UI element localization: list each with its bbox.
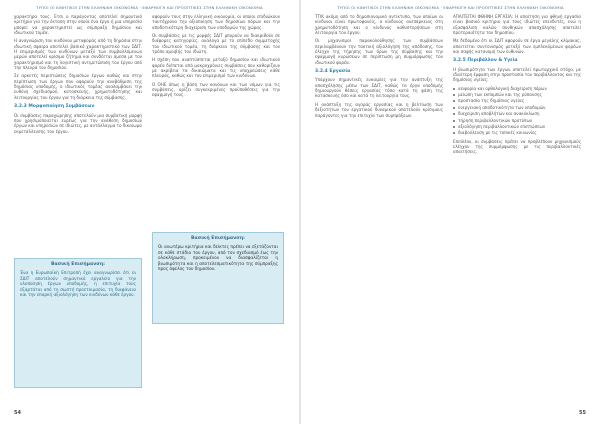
section-heading: 3.2.3 Μορφοποίηση Συμβάσεων [14,104,95,110]
list-item: τήρηση περιβαλλοντικών προτύπων [453,118,581,123]
paragraph: Οι συμβάσεις παραχώρησης αποτελούν μια συμβατική μορφή που χρησιμοποιείται ευρέως για την ανάθεση δημοσίων έργων και υπηρεσιών σε ιδιώτες, με αντάλλαγμα το δικαίωμα εκμετάλλευσης του έργου. [14,112,142,134]
paragraph: Η αναγνώριση του κινδύνου μεταφοράς από τη δημόσια στην ιδιωτική σφαίρα αποτελεί βασικό χαρακτηριστικό των ΣΔΙΤ. Η επιμερισμός των κινδύνων μεταξύ των συμβαλλόμενων μερών αποτελεί κρίσιμο ζήτημα και συνδέεται άμεσα με τον χαρακτηρισμό και τη λογιστική αντιμετώπιση του έργου από την πλευρά του δημοσίου. [14,38,142,71]
running-header-left: ΤΥΠΟΙ ΟΙ ΚΙΝΗΤΙΚΟΙ ΣΤΗΝ ΕΛΛΗΝΙΚΗ ΟΙΚΟΝΟΜΙΑ · ΕΦΑΡΜΟΓΗ ΚΑΙ ΠΡΟΟΠΤΙΚΕΣ ΣΤΗΝ ΕΛΛΗΝΙΚΗ ΟΙΚΟΝΟΜΙΑ [36,5,263,10]
note-box-title: Βασική Επισήμανση: [51,262,105,267]
paragraph: Η ανάπτυξη της αγοράς εργασίας και η βελτίωση των δεξιοτήτων του εργατικού δυναμικού αποτελούν κρίσιμους παράγοντες για την επιτυχία των συμπράξεων. [315,101,443,118]
paragraph: Με δεδομένο ότι οι ΣΔΙΤ αφορούν σε έργα μεγάλης κλίμακας, απαιτείται συντονισμός μεταξύ των εμπλεκόμενων φορέων και σαφής κατανομή των ευθυνών. [453,38,581,55]
list-item: διαχείριση αποβλήτων και ανακύκλωση [453,111,581,116]
paragraph: αφορούν τους στην ελληνική οικονομία, οι οποίοι επιδιώκουν ταυτόχρονα την αξιοποίηση των δημοσίων πόρων και την αποδοτικότερη διαχείριση των υποδομών της χώρας. [152,14,280,30]
paragraph: Η βιωσιμότητα των έργων αποτελεί πρωταρχικό στόχο, με ιδιαίτερη έμφαση στην προστασία του περιβάλλοντος και της δημόσιας υγείας: [453,66,581,83]
running-header-right: ΤΥΠΟΙ ΟΙ ΚΙΝΗΤΙΚΟΙ ΣΤΗΝ ΕΛΛΗΝΙΚΗ ΟΙΚΟΝΟΜΙΑ · ΕΦΑΡΜΟΓΗ ΚΑΙ ΠΡΟΟΠΤΙΚΕΣ ΣΤΗΝ ΕΛΛΗΝΙΚΗ ΟΙΚΟΝΟΜΙΑ [337,5,564,10]
paragraph: ΤΤΙΚ ακόμη από το δημοσιονομικό αντίκτυπο, των οποίων οι κίνδυνοι είναι πρωτοφανείς, ο κίνδυνος ανεπάρκειας στη χρηματοδότηση και ο κίνδυνος καθυστερήσεων στη λειτουργία του έργου. [315,14,443,36]
highlight-box-body: Οι ανωτέρω κριτήρια και δείκτες πρέπει να εξετάζονται σε κάθε στάδιο του έργου, από τον σχεδιασμό έως την ολοκλήρωση, προκειμένου να διασφαλίζεται η βιωσιμότητα και η αποτελεσματικότητα της σύμπραξης προς όφελος του δημοσίου. [158,244,278,272]
left-column-2 [152,14,280,101]
list-item: μείωση των εκπομπών και της ρύπανσης [453,92,581,97]
list-item: προστασία της δημόσιας υγείας [453,98,581,103]
list-item: αξιολόγηση περιβαλλοντικών επιπτώσεων [453,124,581,129]
list-item: αειφορία και ορθολογική διαχείριση πόρων [453,86,581,91]
paragraph: Υπάρχουν σημαντικές ευκαιρίες για την ανάπτυξη της απασχόλησης μέσω των ΣΔΙΤ, καθώς τα έργα υποδομής δημιουργούν θέσεις εργασίας τόσο κατά τη φάση της κατασκευής όσο και κατά τη λειτουργία τους. [315,77,443,99]
right-page [301,0,600,424]
paragraph: ΑΠΑΙΤΕΙΤΑΙ ΦΘΗΝΗ ΕΡΓΑΣΙΑ: Η απαίτηση για φθηνή εργασία είναι βασικό κριτήριο για τους ιδιώτες επενδυτές, ενώ η εξασφάλιση καλών συνθηκών απασχόλησης αποτελεί προτεραιότητα του δημοσίου. [453,14,581,36]
section-heading: 3.2.5 Περιβάλλον & Υγεία [453,58,518,64]
paragraph: Ο ΟΗΕ όπως η βάση των κανόνων και των νόμων για τις συμβάσεις, ορίζει συγκεκριμένες προϋποθέσεις για την εφαρμογή τους. [152,81,280,98]
right-column-2 [453,14,581,158]
bullet-list [453,86,581,136]
paragraph: χαρακτήρα τους. Έτσι ο παράγοντας αποτελεί σημαντικό κριτήριο για την έκταση στην οποία ένα έργο ή μια υπηρεσία μπορεί να χαρακτηριστεί ως σύμπραξη δημόσιου και ιδιωτικού τομέα. [14,14,142,36]
left-page [0,0,299,424]
section-heading: 3.2.4 Εργασία [315,69,351,75]
highlight-box [152,232,284,324]
highlight-box-title: Βασική Επισήμανση: [191,236,245,241]
note-box-body: Ένα η Ευρωπαϊκή Επιτροπή έχει αναγνωρίσει ότι οι ΣΔΙΤ αποτελούν σημαντικό εργαλείο για την υλοποίηση έργων υποδομής, η επιτυχία τους εξαρτάται από τη σωστή προετοιμασία, τη διαφάνεια και την επαρκή αξιολόγηση των κινδύνων κάθε έργου. [20,270,136,298]
list-item: ενεργειακή αποδοτικότητα των υποδομών [453,105,581,110]
paragraph: Οι μηχανισμοί παρακολούθησης των συμβάσεων περιλαμβάνουν την τακτική αξιολόγηση της απόδοσης, τον έλεγχο της τήρησης των όρων της σύμβασης και την εφαρμογή κυρώσεων σε περίπτωση μη συμμόρφωσης του ιδιωτικού φορέα. [315,38,443,65]
list-item: διαβούλευση με τις τοπικές κοινωνίες [453,130,581,135]
paragraph: Επιπλέον, οι συμβάσεις πρέπει να προβλέπουν μηχανισμούς ελέγχου της συμμόρφωσης με τις περιβαλλοντικές απαιτήσεις. [453,138,581,155]
page-number-right: 55 [579,410,586,416]
paragraph: Οι συμβάσεις με τις μορφές ΣΔΙΤ μπορούν να διακριθούν σε διάφορες κατηγορίες, ανάλογα με το επίπεδο συμμετοχής του ιδιωτικού τομέα, τη διάρκεια της σύμβασης και τον τρόπο αμοιβής του ιδιώτη. [152,33,280,55]
page-number-left: 54 [14,410,21,416]
left-column-1 [14,14,142,137]
paragraph: Η σχέση που αναπτύσσεται μεταξύ δημοσίου και ιδιωτικού φορέα διέπεται από μακροχρόνιες συμβάσεις που καθορίζουν με ακρίβεια τα δικαιώματα και τις υποχρεώσεις κάθε πλευράς, καθώς και τον επιμερισμό των κινδύνων. [152,57,280,79]
paragraph: Σε αρκετές περιπτώσεις δημοσίων έργων καθώς και στην περίπτωση των έργων που αφορούν την αναβάθμιση της δημόσιας υποδομής, ο ιδιωτικός τομέας αναλαμβάνει την ευθύνη σχεδιασμού, κατασκευής, χρηματοδότησης και λειτουργίας του έργου για τη διάρκεια της σύμβασης. [14,73,142,100]
note-box [14,258,142,388]
right-column-1 [315,14,443,121]
